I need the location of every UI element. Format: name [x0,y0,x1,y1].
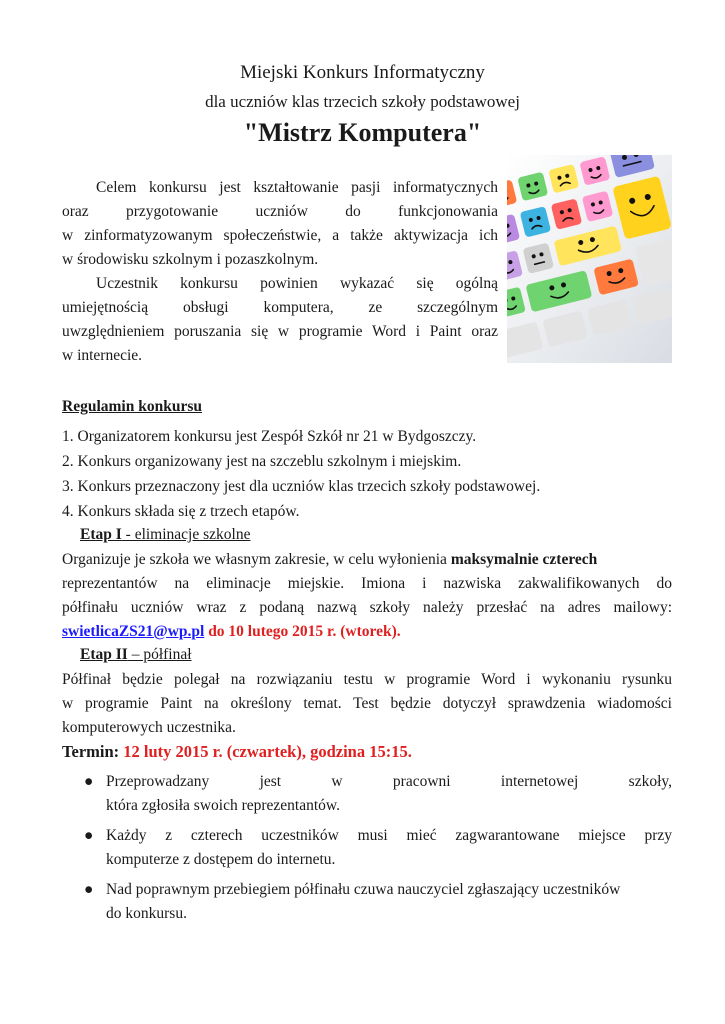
rules-item-4: 4. Konkurs składa się z trzech etapów. [62,503,300,520]
intro-p2-line4: w internecie. [62,347,143,364]
etap2-line2: w programie Paint na określony temat. Test będzie dotyczył sprawdzenia wiadomości [62,695,672,712]
etap1-line1: Organizuje je szkoła we własnym zakresie, w celu wyłonienia [62,551,451,568]
etap2-line3: komputerowych uczestnika. [62,719,236,736]
bullet-3-line2: do konkursu. [106,905,187,922]
etap1-text [62,548,672,644]
etap2-subtitle: – półfinał [127,646,192,663]
etap2-line1: Półfinał będzie polegał na rozwiązaniu testu w programie Word i wykonaniu rysunku [62,671,672,688]
intro-p1-line2: oraz przygotowanie uczniów do funkcjonowania [62,203,498,220]
etap1-subtitle: - eliminacje szkolne [121,526,251,543]
etap1-line2: reprezentantów na eliminacje miejskie. Imiona i nazwiska zakwalifikowanych do [62,575,672,592]
bullet-2-line2: komputerze z dostępem do internetu. [106,851,336,868]
intro-text [62,176,498,368]
bullet-icon: ● [84,881,94,898]
list-item [80,770,672,818]
rules-item-3: 3. Konkurs przeznaczony jest dla uczniów klas trzecich szkoły podstawowej. [62,478,541,495]
intro-p1-line4: w środowisku szkolnym i pozaszkolnym. [62,251,319,268]
etap1-label: Etap I [80,526,122,543]
intro-p2-line1: Uczestnik konkursu powinien wykazać się ogólną [96,275,498,292]
etap1-line3: półfinału uczniów wraz z podaną nazwą szkoły należy przesłać na adres mailowy: [62,599,672,616]
header-line-1: Miejski Konkurs Informatyczny [240,62,485,83]
termin-label: Termin: [62,742,120,761]
etap1-heading [80,526,250,544]
bullet-icon: ● [84,773,94,790]
intro-p2-line3: uwzględnieniem poruszania się w programie Word i Paint oraz [62,323,498,340]
etap2-label: Etap II [80,646,128,663]
etap2-heading [80,646,192,664]
etap1-max-four: maksymalnie czterech [450,551,598,568]
etap1-deadline: do 10 lutego 2015 r. (wtorek). [204,623,401,640]
etap2-text [62,668,672,764]
bullet-icon: ● [84,827,94,844]
bullet-list [80,770,672,932]
intro-p1-line3: w zinformatyzowanym społeczeństwie, a także aktywizacja ich [62,227,498,244]
list-item [80,878,672,926]
intro-p2-line2: umiejętnością obsługi komputera, ze szczególnym [62,299,498,316]
bullet-1-line2: która zgłosiła swoich reprezentantów. [106,797,340,814]
intro-p1-line1: Celem konkursu jest kształtowanie pasji informatycznych [96,179,498,196]
email-link[interactable]: swietlicaZS21@wp.pl [62,623,205,640]
bullet-1-line1: Przeprowadzany jest w pracowni internetowej szkoły, [106,773,672,790]
rules-item-2: 2. Konkurs organizowany jest na szczeblu szkolnym i miejskim. [62,453,462,470]
header-line-2: dla uczniów klas trzecich szkoły podstawowej [205,92,520,111]
list-item [80,824,672,872]
rules-list [62,424,672,524]
keyboard-smileys-image [507,155,672,363]
bullet-3-line1: Nad poprawnym przebiegiem półfinału czuwa nauczyciel zgłaszający uczestników [106,881,621,898]
rules-heading: Regulamin konkursu [62,398,202,415]
rules-item-1: 1. Organizatorem konkursu jest Zespół Szkół nr 21 w Bydgoszczy. [62,428,477,445]
termin-value: 12 luty 2015 r. (czwartek), godzina 15:15. [119,742,412,761]
bullet-2-line1: Każdy z czterech uczestników musi mieć zagwarantowane miejsce przy [106,827,672,844]
page-title: "Mistrz Komputera" [243,118,482,147]
